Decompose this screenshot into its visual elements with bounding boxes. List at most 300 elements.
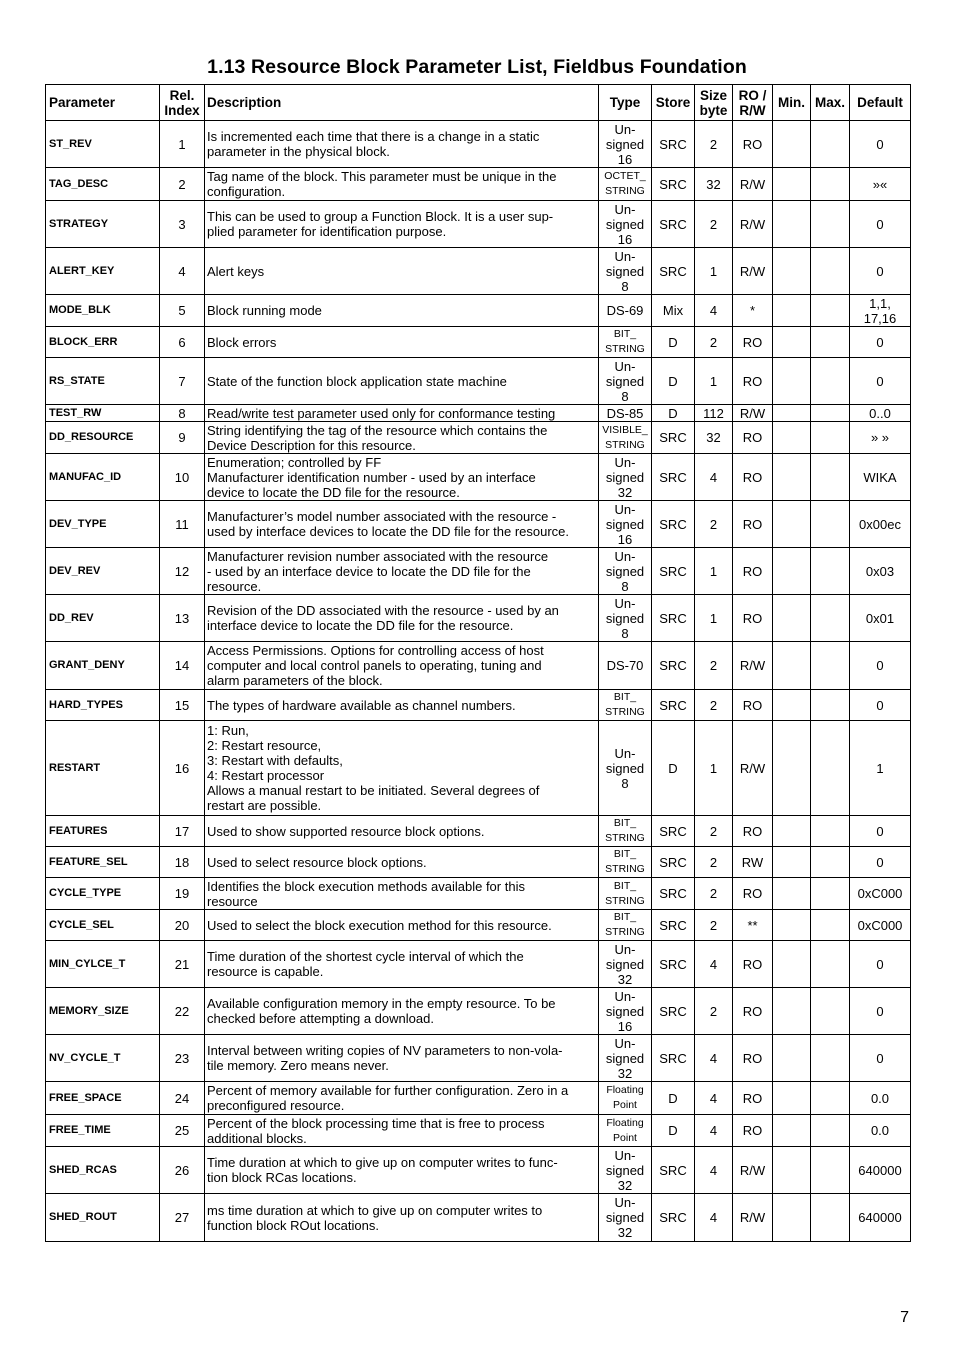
- cell-rel-index: 23: [160, 1035, 205, 1082]
- cell-size: 1: [695, 358, 733, 405]
- cell-min: [773, 201, 811, 248]
- cell-max: [811, 295, 850, 327]
- cell-size: 4: [695, 941, 733, 988]
- cell-max: [811, 1115, 850, 1147]
- cell-default: 0: [850, 201, 911, 248]
- cell-access: *: [733, 295, 773, 327]
- cell-parameter-name: MEMORY_SIZE: [46, 988, 160, 1035]
- cell-access: R/W: [733, 201, 773, 248]
- cell-size: 2: [695, 327, 733, 358]
- table-row: [46, 1194, 911, 1242]
- cell-access: RO: [733, 358, 773, 405]
- cell-size: 32: [695, 422, 733, 454]
- cell-type: Un- signed 8: [599, 248, 652, 295]
- cell-store: SRC: [652, 878, 695, 910]
- cell-parameter-name: TAG_DESC: [46, 168, 160, 201]
- cell-min: [773, 1115, 811, 1147]
- cell-rel-index: 20: [160, 910, 205, 941]
- cell-parameter-name: STRATEGY: [46, 201, 160, 248]
- cell-default: 0.0: [850, 1082, 911, 1115]
- cell-min: [773, 358, 811, 405]
- cell-rel-index: 17: [160, 816, 205, 847]
- cell-parameter-name: HARD_TYPES: [46, 690, 160, 721]
- cell-type: VISIBLE_ STRING: [599, 422, 652, 454]
- cell-parameter-name: TEST_RW: [46, 405, 160, 422]
- cell-store: D: [652, 358, 695, 405]
- cell-store: SRC: [652, 201, 695, 248]
- table-row: [46, 295, 911, 327]
- cell-max: [811, 847, 850, 878]
- cell-max: [811, 1035, 850, 1082]
- table-row: [46, 988, 911, 1035]
- cell-default: 0: [850, 121, 911, 168]
- cell-default: »«: [850, 168, 911, 201]
- cell-description: 1: Run, 2: Restart resource, 3: Restart with defaults, 4: Restart processor Allows a manual restart to be initiated. Several degrees of restart are possible.: [205, 721, 599, 816]
- cell-parameter-name: MIN_CYLCE_T: [46, 941, 160, 988]
- cell-description: Time duration at which to give up on computer writes to func- tion block RCas locations.: [205, 1147, 599, 1194]
- cell-description: Revision of the DD associated with the resource - used by an interface device to locate the DD file for the resource.: [205, 595, 599, 642]
- cell-access: RW: [733, 847, 773, 878]
- cell-max: [811, 548, 850, 595]
- cell-min: [773, 1147, 811, 1194]
- cell-type: BIT_ STRING: [599, 878, 652, 910]
- cell-default: 0: [850, 690, 911, 721]
- cell-default: 0x03: [850, 548, 911, 595]
- cell-size: 2: [695, 847, 733, 878]
- cell-store: SRC: [652, 642, 695, 690]
- cell-description: Access Permissions. Options for controlling access of host computer and local control panels to operating, tuning and alarm parameters of the block.: [205, 642, 599, 690]
- cell-min: [773, 1035, 811, 1082]
- cell-description: Read/write test parameter used only for conformance testing: [205, 405, 599, 422]
- cell-min: [773, 642, 811, 690]
- cell-rel-index: 1: [160, 121, 205, 168]
- cell-store: SRC: [652, 816, 695, 847]
- cell-description: Enumeration; controlled by FF Manufacturer identification number - used by an interface device to locate the DD file for the resource.: [205, 454, 599, 501]
- cell-size: 2: [695, 816, 733, 847]
- cell-min: [773, 941, 811, 988]
- cell-access: RO: [733, 422, 773, 454]
- cell-max: [811, 405, 850, 422]
- cell-type: BIT_ STRING: [599, 690, 652, 721]
- cell-type: Un- signed 16: [599, 201, 652, 248]
- cell-min: [773, 168, 811, 201]
- cell-parameter-name: CYCLE_SEL: [46, 910, 160, 941]
- cell-default: 0xC000: [850, 878, 911, 910]
- header-rel-index: Rel. Index: [160, 85, 205, 121]
- cell-description: Tag name of the block. This parameter must be unique in the configuration.: [205, 168, 599, 201]
- cell-store: D: [652, 721, 695, 816]
- cell-access: RO: [733, 941, 773, 988]
- cell-type: Un- signed 8: [599, 721, 652, 816]
- cell-access: RO: [733, 595, 773, 642]
- cell-store: SRC: [652, 690, 695, 721]
- cell-rel-index: 4: [160, 248, 205, 295]
- header-size: Size byte: [695, 85, 733, 121]
- cell-size: 112: [695, 405, 733, 422]
- table-row: [46, 1147, 911, 1194]
- table-row: [46, 847, 911, 878]
- table-row: [46, 878, 911, 910]
- cell-size: 2: [695, 988, 733, 1035]
- cell-description: Alert keys: [205, 248, 599, 295]
- cell-access: RO: [733, 1115, 773, 1147]
- cell-parameter-name: FEATURE_SEL: [46, 847, 160, 878]
- cell-store: D: [652, 405, 695, 422]
- cell-store: SRC: [652, 910, 695, 941]
- table-row: [46, 501, 911, 548]
- cell-rel-index: 21: [160, 941, 205, 988]
- cell-type: Un- signed 32: [599, 454, 652, 501]
- cell-access: R/W: [733, 1194, 773, 1242]
- cell-store: D: [652, 1115, 695, 1147]
- cell-rel-index: 5: [160, 295, 205, 327]
- cell-default: 640000: [850, 1194, 911, 1242]
- cell-description: Interval between writing copies of NV parameters to non-vola- tile memory. Zero means never.: [205, 1035, 599, 1082]
- cell-type: BIT_ STRING: [599, 816, 652, 847]
- table-row: [46, 690, 911, 721]
- cell-rel-index: 13: [160, 595, 205, 642]
- cell-access: RO: [733, 988, 773, 1035]
- cell-description: This can be used to group a Function Block. It is a user sup- plied parameter for identification purpose.: [205, 201, 599, 248]
- cell-default: 0: [850, 327, 911, 358]
- cell-type: Floating Point: [599, 1115, 652, 1147]
- cell-description: Used to select resource block options.: [205, 847, 599, 878]
- cell-size: 4: [695, 1082, 733, 1115]
- cell-description: The types of hardware available as channel numbers.: [205, 690, 599, 721]
- cell-size: 1: [695, 721, 733, 816]
- cell-description: Time duration of the shortest cycle interval of which the resource is capable.: [205, 941, 599, 988]
- header-max: Max.: [811, 85, 850, 121]
- cell-access: RO: [733, 690, 773, 721]
- cell-access: RO: [733, 501, 773, 548]
- cell-parameter-name: MODE_BLK: [46, 295, 160, 327]
- cell-parameter-name: DD_REV: [46, 595, 160, 642]
- cell-description: State of the function block application state machine: [205, 358, 599, 405]
- cell-rel-index: 2: [160, 168, 205, 201]
- cell-max: [811, 721, 850, 816]
- cell-parameter-name: SHED_RCAS: [46, 1147, 160, 1194]
- cell-min: [773, 910, 811, 941]
- table-row: [46, 248, 911, 295]
- cell-parameter-name: RS_STATE: [46, 358, 160, 405]
- cell-description: Available configuration memory in the empty resource. To be checked before attempting a download.: [205, 988, 599, 1035]
- cell-description: Manufacturer’s model number associated with the resource - used by interface devices to locate the DD file for the resource.: [205, 501, 599, 548]
- cell-rel-index: 22: [160, 988, 205, 1035]
- cell-rel-index: 14: [160, 642, 205, 690]
- cell-rel-index: 26: [160, 1147, 205, 1194]
- header-type: Type: [599, 85, 652, 121]
- cell-description: Percent of memory available for further configuration. Zero in a preconfigured resource.: [205, 1082, 599, 1115]
- cell-store: Mix: [652, 295, 695, 327]
- cell-min: [773, 548, 811, 595]
- cell-default: 0: [850, 1035, 911, 1082]
- cell-description: Percent of the block processing time that is free to process additional blocks.: [205, 1115, 599, 1147]
- cell-min: [773, 1082, 811, 1115]
- cell-rel-index: 18: [160, 847, 205, 878]
- table-row: [46, 454, 911, 501]
- cell-default: 0x01: [850, 595, 911, 642]
- cell-default: 0: [850, 847, 911, 878]
- cell-access: **: [733, 910, 773, 941]
- cell-store: SRC: [652, 248, 695, 295]
- cell-access: RO: [733, 1035, 773, 1082]
- cell-type: Un- signed 16: [599, 501, 652, 548]
- table-row: [46, 941, 911, 988]
- cell-size: 4: [695, 1035, 733, 1082]
- cell-type: Un- signed 8: [599, 358, 652, 405]
- table-row: [46, 548, 911, 595]
- cell-max: [811, 1194, 850, 1242]
- cell-size: 2: [695, 878, 733, 910]
- cell-max: [811, 910, 850, 941]
- cell-type: OCTET_ STRING: [599, 168, 652, 201]
- cell-parameter-name: RESTART: [46, 721, 160, 816]
- cell-min: [773, 248, 811, 295]
- table-row: [46, 721, 911, 816]
- cell-size: 1: [695, 548, 733, 595]
- cell-type: Floating Point: [599, 1082, 652, 1115]
- cell-access: RO: [733, 121, 773, 168]
- cell-access: R/W: [733, 1147, 773, 1194]
- cell-max: [811, 454, 850, 501]
- cell-max: [811, 1082, 850, 1115]
- cell-rel-index: 15: [160, 690, 205, 721]
- table-row: [46, 168, 911, 201]
- cell-max: [811, 327, 850, 358]
- cell-min: [773, 327, 811, 358]
- cell-access: R/W: [733, 642, 773, 690]
- cell-max: [811, 941, 850, 988]
- cell-max: [811, 201, 850, 248]
- cell-min: [773, 816, 811, 847]
- cell-parameter-name: FREE_TIME: [46, 1115, 160, 1147]
- cell-size: 2: [695, 910, 733, 941]
- table-row: [46, 910, 911, 941]
- cell-parameter-name: SHED_ROUT: [46, 1194, 160, 1242]
- cell-type: DS-69: [599, 295, 652, 327]
- cell-parameter-name: DEV_REV: [46, 548, 160, 595]
- cell-size: 32: [695, 168, 733, 201]
- cell-max: [811, 988, 850, 1035]
- cell-rel-index: 6: [160, 327, 205, 358]
- cell-max: [811, 878, 850, 910]
- cell-max: [811, 501, 850, 548]
- cell-min: [773, 721, 811, 816]
- cell-access: R/W: [733, 405, 773, 422]
- cell-store: SRC: [652, 1035, 695, 1082]
- cell-access: R/W: [733, 168, 773, 201]
- cell-default: 0..0: [850, 405, 911, 422]
- cell-store: SRC: [652, 121, 695, 168]
- cell-parameter-name: GRANT_DENY: [46, 642, 160, 690]
- cell-type: Un- signed 32: [599, 941, 652, 988]
- cell-size: 4: [695, 1115, 733, 1147]
- cell-default: 1,1, 17,16: [850, 295, 911, 327]
- cell-rel-index: 8: [160, 405, 205, 422]
- cell-max: [811, 168, 850, 201]
- cell-default: 0: [850, 816, 911, 847]
- header-access: RO / R/W: [733, 85, 773, 121]
- cell-type: Un- signed 8: [599, 548, 652, 595]
- table-row: [46, 405, 911, 422]
- cell-description: Manufacturer revision number associated with the resource - used by an interface device to locate the DD file for the resource.: [205, 548, 599, 595]
- cell-default: » »: [850, 422, 911, 454]
- cell-type: DS-70: [599, 642, 652, 690]
- cell-store: SRC: [652, 548, 695, 595]
- cell-access: RO: [733, 1082, 773, 1115]
- table-row: [46, 422, 911, 454]
- cell-type: Un- signed 32: [599, 1035, 652, 1082]
- cell-min: [773, 1194, 811, 1242]
- cell-min: [773, 988, 811, 1035]
- cell-rel-index: 9: [160, 422, 205, 454]
- cell-min: [773, 501, 811, 548]
- cell-description: Block running mode: [205, 295, 599, 327]
- cell-type: Un- signed 16: [599, 988, 652, 1035]
- cell-access: RO: [733, 548, 773, 595]
- cell-max: [811, 816, 850, 847]
- cell-store: SRC: [652, 988, 695, 1035]
- cell-description: Identifies the block execution methods available for this resource: [205, 878, 599, 910]
- cell-rel-index: 11: [160, 501, 205, 548]
- cell-access: RO: [733, 454, 773, 501]
- cell-default: 0.0: [850, 1115, 911, 1147]
- cell-default: 0: [850, 941, 911, 988]
- cell-max: [811, 690, 850, 721]
- cell-store: D: [652, 1082, 695, 1115]
- cell-rel-index: 24: [160, 1082, 205, 1115]
- header-min: Min.: [773, 85, 811, 121]
- table-row: [46, 1035, 911, 1082]
- cell-default: WIKA: [850, 454, 911, 501]
- table-row: [46, 201, 911, 248]
- cell-type: BIT_ STRING: [599, 910, 652, 941]
- cell-description: String identifying the tag of the resource which contains the Device Description for this resource.: [205, 422, 599, 454]
- cell-type: BIT_ STRING: [599, 847, 652, 878]
- cell-parameter-name: FEATURES: [46, 816, 160, 847]
- cell-store: SRC: [652, 847, 695, 878]
- cell-store: SRC: [652, 941, 695, 988]
- cell-parameter-name: BLOCK_ERR: [46, 327, 160, 358]
- cell-description: Used to select the block execution method for this resource.: [205, 910, 599, 941]
- table-row: [46, 595, 911, 642]
- cell-type: DS-85: [599, 405, 652, 422]
- cell-size: 1: [695, 248, 733, 295]
- cell-min: [773, 690, 811, 721]
- table-header-row: [46, 85, 911, 121]
- cell-max: [811, 248, 850, 295]
- cell-size: 2: [695, 121, 733, 168]
- cell-size: 2: [695, 642, 733, 690]
- cell-size: 4: [695, 1147, 733, 1194]
- cell-default: 0: [850, 248, 911, 295]
- cell-rel-index: 19: [160, 878, 205, 910]
- cell-type: Un- signed 32: [599, 1147, 652, 1194]
- cell-size: 4: [695, 454, 733, 501]
- cell-rel-index: 10: [160, 454, 205, 501]
- cell-parameter-name: ALERT_KEY: [46, 248, 160, 295]
- cell-description: ms time duration at which to give up on computer writes to function block ROut locations.: [205, 1194, 599, 1242]
- cell-min: [773, 295, 811, 327]
- cell-parameter-name: NV_CYCLE_T: [46, 1035, 160, 1082]
- cell-min: [773, 405, 811, 422]
- cell-default: 0: [850, 358, 911, 405]
- cell-access: R/W: [733, 721, 773, 816]
- cell-store: SRC: [652, 422, 695, 454]
- cell-store: D: [652, 327, 695, 358]
- cell-parameter-name: ST_REV: [46, 121, 160, 168]
- table-row: [46, 327, 911, 358]
- cell-default: 0: [850, 988, 911, 1035]
- cell-store: SRC: [652, 1194, 695, 1242]
- header-parameter: Parameter: [46, 85, 160, 121]
- cell-store: SRC: [652, 168, 695, 201]
- cell-min: [773, 121, 811, 168]
- cell-size: 2: [695, 501, 733, 548]
- resource-block-parameter-table: [45, 84, 911, 1242]
- cell-size: 2: [695, 690, 733, 721]
- cell-min: [773, 454, 811, 501]
- cell-min: [773, 422, 811, 454]
- cell-description: Block errors: [205, 327, 599, 358]
- cell-parameter-name: MANUFAC_ID: [46, 454, 160, 501]
- header-description: Description: [205, 85, 599, 121]
- page-title: 1.13 Resource Block Parameter List, Fieldbus Foundation: [207, 56, 747, 78]
- cell-access: R/W: [733, 248, 773, 295]
- header-default: Default: [850, 85, 911, 121]
- cell-type: Un- signed 8: [599, 595, 652, 642]
- page-number: 7: [900, 1309, 909, 1326]
- cell-default: 0x00ec: [850, 501, 911, 548]
- cell-default: 640000: [850, 1147, 911, 1194]
- cell-store: SRC: [652, 1147, 695, 1194]
- cell-max: [811, 422, 850, 454]
- cell-default: 1: [850, 721, 911, 816]
- cell-type: Un- signed 32: [599, 1194, 652, 1242]
- cell-default: 0xC000: [850, 910, 911, 941]
- header-store: Store: [652, 85, 695, 121]
- cell-size: 2: [695, 201, 733, 248]
- cell-parameter-name: DD_RESOURCE: [46, 422, 160, 454]
- cell-description: Used to show supported resource block options.: [205, 816, 599, 847]
- table-row: [46, 1082, 911, 1115]
- cell-max: [811, 595, 850, 642]
- cell-max: [811, 358, 850, 405]
- cell-rel-index: 3: [160, 201, 205, 248]
- cell-rel-index: 27: [160, 1194, 205, 1242]
- cell-parameter-name: DEV_TYPE: [46, 501, 160, 548]
- cell-min: [773, 595, 811, 642]
- table-row: [46, 358, 911, 405]
- cell-max: [811, 121, 850, 168]
- table-row: [46, 121, 911, 168]
- cell-parameter-name: CYCLE_TYPE: [46, 878, 160, 910]
- cell-size: 4: [695, 1194, 733, 1242]
- cell-store: SRC: [652, 454, 695, 501]
- cell-rel-index: 16: [160, 721, 205, 816]
- cell-rel-index: 7: [160, 358, 205, 405]
- cell-parameter-name: FREE_SPACE: [46, 1082, 160, 1115]
- cell-min: [773, 878, 811, 910]
- cell-rel-index: 12: [160, 548, 205, 595]
- cell-access: RO: [733, 816, 773, 847]
- table-row: [46, 1115, 911, 1147]
- cell-max: [811, 1147, 850, 1194]
- cell-default: 0: [850, 642, 911, 690]
- cell-access: RO: [733, 878, 773, 910]
- cell-store: SRC: [652, 595, 695, 642]
- cell-description: Is incremented each time that there is a change in a static parameter in the physical block.: [205, 121, 599, 168]
